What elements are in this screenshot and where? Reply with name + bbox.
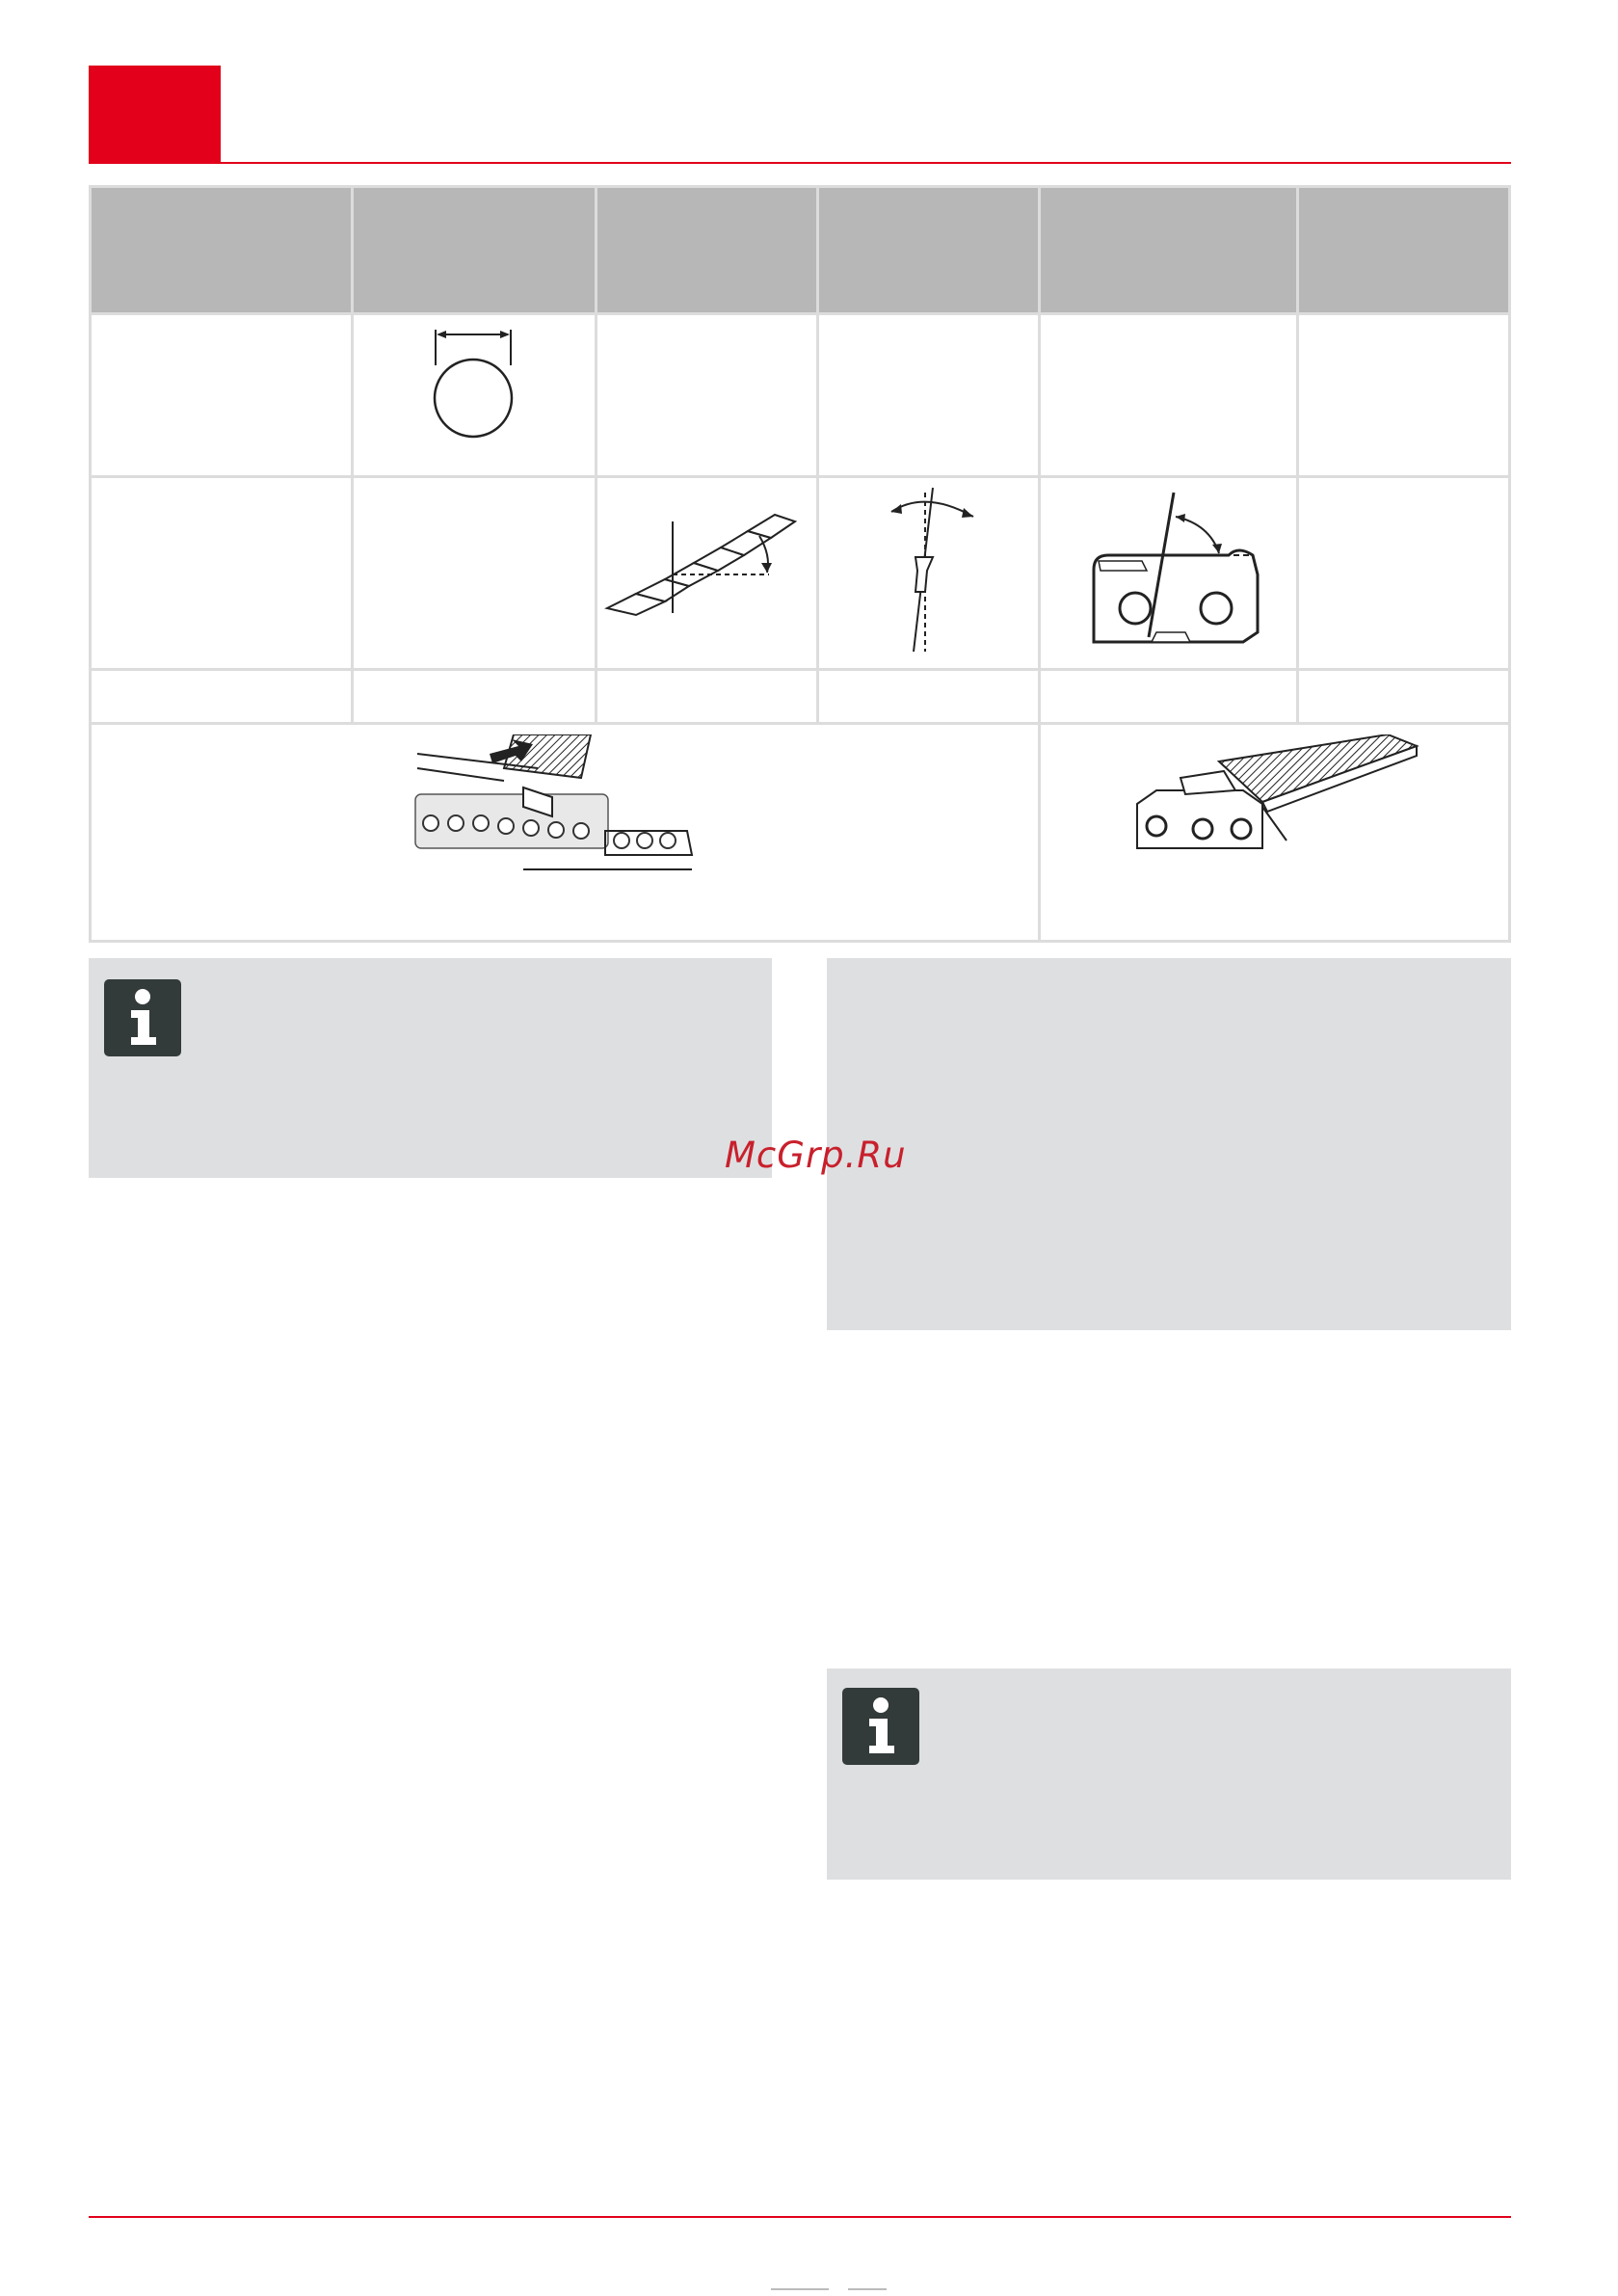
table-cell: [816, 475, 1041, 671]
cutter-tooth-angle-icon: [1041, 478, 1296, 668]
table-cell: [351, 475, 597, 671]
table-cell: [1296, 668, 1511, 725]
table-cell: [351, 668, 597, 725]
table-cell: [1038, 668, 1299, 725]
top-plate-filing-angle-icon: [597, 478, 816, 668]
table-header-cell: [1296, 185, 1511, 315]
table-cell: [89, 475, 354, 671]
table-cell-illustration-left: [89, 722, 1041, 943]
info-icon: [104, 979, 181, 1056]
table-cell: [351, 312, 597, 478]
info-icon: [842, 1688, 919, 1765]
table-cell: [816, 668, 1041, 725]
depth-gauge-tool-illustration: [1127, 734, 1426, 869]
table-header-cell: [595, 185, 819, 315]
table-cell: [595, 312, 819, 478]
note-box: [827, 958, 1511, 1330]
info-note-box: [827, 1669, 1511, 1880]
table-cell: [89, 668, 354, 725]
table-cell: [1296, 312, 1511, 478]
table-header-cell: [351, 185, 597, 315]
table-cell: [1038, 312, 1299, 478]
table-cell: [1038, 475, 1299, 671]
table-cell: [595, 475, 819, 671]
section-marker: [89, 66, 221, 163]
table-cell-illustration-right: [1038, 722, 1511, 943]
info-note-box: [89, 958, 772, 1178]
footer-rule: [89, 2216, 1511, 2218]
table-header-cell: [816, 185, 1041, 315]
watermark: McGrp.Ru: [725, 1135, 907, 1176]
footer-mark: [771, 2286, 915, 2292]
depth-gauge-filing-illustration: [408, 734, 697, 879]
table-cell: [89, 312, 354, 478]
file-diameter-circle-icon: [354, 315, 595, 475]
chain-specification-table: [89, 185, 1511, 943]
table-header-cell: [89, 185, 354, 315]
table-cell: [1296, 475, 1511, 671]
table-cell: [595, 668, 819, 725]
table-header-cell: [1038, 185, 1299, 315]
side-plate-angle-icon: [819, 478, 1038, 668]
table-cell: [816, 312, 1041, 478]
header-rule: [89, 162, 1511, 164]
